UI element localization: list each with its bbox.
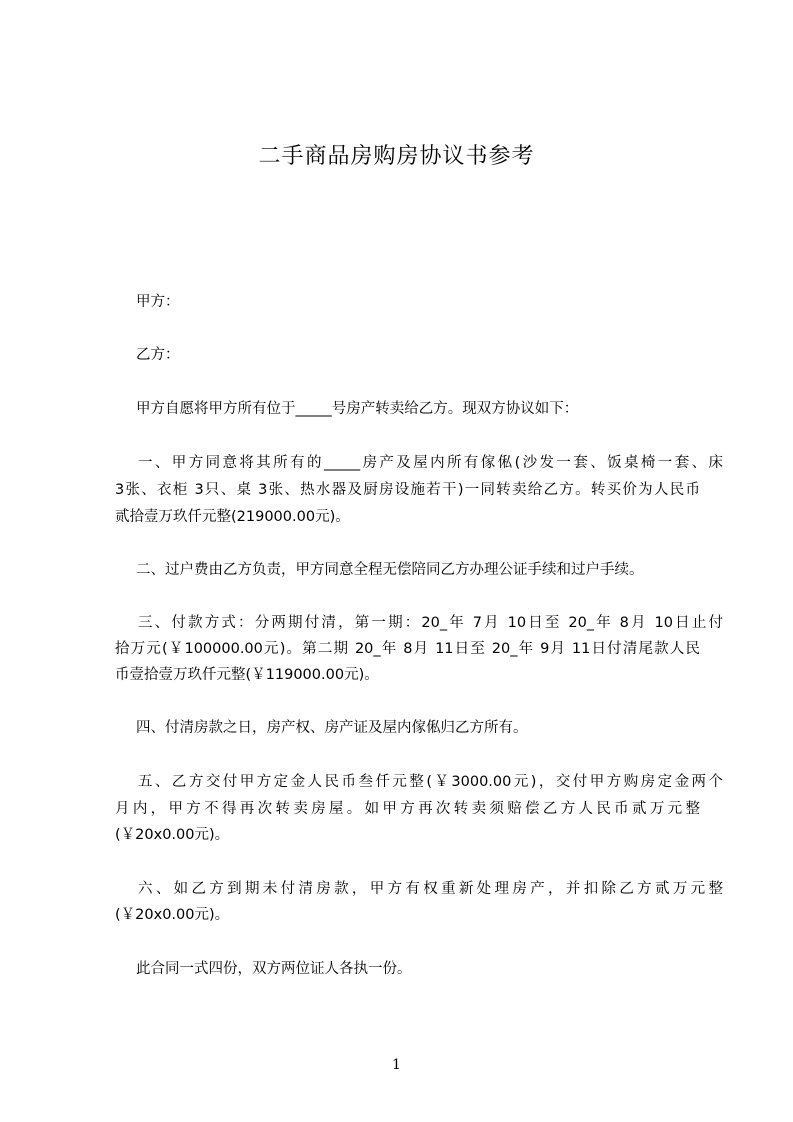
clause-5-line-3: (￥20x0.00元)。 [115,827,230,843]
clause-5-line-1: 五、乙方交付甲方定金人民币叁仟元整(￥3000.00元)，交付甲方购房定金两个 [138,774,723,790]
intro-paragraph: 甲方自愿将甲方所有位于_____号房产转卖给乙方。现双方协议如下： [136,401,579,417]
clause-2: 二、过户费由乙方负责，甲方同意全程无偿陪同乙方办理公证手续和过户手续。 [136,562,644,578]
clause-1-line-1: 一、甲方同意将其所有的_____房产及屋内所有傢俬(沙发一套、饭桌椅一套、床 [138,455,723,471]
clause-6-line-1: 六、如乙方到期未付清房款，甲方有权重新处理房产，并扣除乙方贰万元整 [138,881,723,897]
page-number: 1 [392,1057,401,1073]
clause-6-line-2: (￥20x0.00元)。 [115,907,230,923]
clause-4: 四、付清房款之日，房产权、房产证及屋内傢俬归乙方所有。 [136,720,528,736]
clause-3-line-2: 拾万元(￥100000.00元)。第二期 20_年 8月 11日至 20_年 9月 11日付清尾款人民 [115,641,700,657]
clause-1-line-2: 3张、衣柜 3只、桌 3张、热水器及厨房设施若干)一同转卖给乙方。转买价为人民币 [115,482,700,498]
document-title: 二手商品房购房协议书参考 [258,144,535,169]
clause-3-line-3: 币壹拾壹万玖仟元整(￥119000.00元)。 [115,667,379,683]
party-a-label: 甲方： [136,294,180,310]
party-b-label: 乙方： [136,347,180,363]
clause-5-line-2: 月内，甲方不得再次转卖房屋。如甲方再次转卖须赔偿乙方人民币贰万元整 [115,801,700,817]
closing-statement: 此合同一式四份，双方两位证人各执一份。 [136,961,412,977]
clause-3-line-1: 三、付款方式：分两期付清，第一期：20_年 7月 10日至 20_年 8月 10日止付 [138,615,723,631]
clause-1-line-3: 贰拾壹万玖仟元整(219000.00元)。 [115,509,350,525]
